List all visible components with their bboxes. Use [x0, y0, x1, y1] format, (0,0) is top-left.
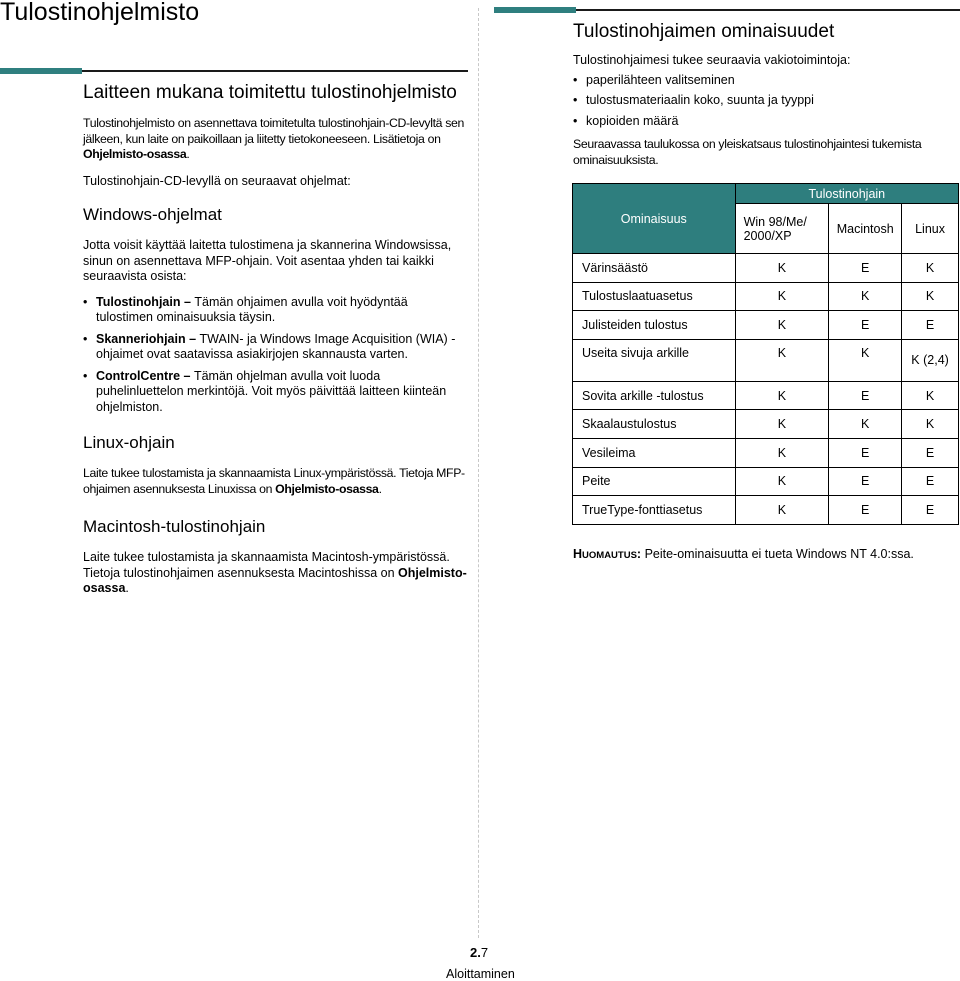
note-text: Peite-ominaisuutta ei tueta Windows NT 4.0:ssa. [641, 547, 914, 561]
column-divider [478, 8, 479, 938]
windows-heading: Windows-ohjelmat [83, 205, 222, 224]
table-row [573, 254, 959, 283]
page-number: 2.7 [470, 945, 489, 960]
linux-paragraph [83, 466, 468, 497]
feature-column-header: Ominaisuus [573, 184, 736, 254]
linux-cell: E [902, 438, 959, 467]
note [573, 547, 914, 561]
table-row [573, 339, 959, 381]
features-table [572, 183, 959, 525]
win-cell: K [735, 339, 829, 381]
list-item [573, 93, 960, 109]
win-cell: K [735, 282, 829, 311]
feature-cell: Useita sivuja arkille [573, 339, 736, 381]
linux-end: . [378, 481, 382, 496]
linux-cell: E [902, 496, 959, 525]
bullet-icon: • [573, 93, 578, 107]
bullet-term: ControlCentre – [96, 368, 194, 383]
table-row [573, 311, 959, 340]
win-cell: K [735, 467, 829, 496]
win-cell: K [735, 311, 829, 340]
driver-column-header: Tulostinohjain [735, 184, 958, 204]
intro-paragraph [83, 116, 468, 163]
mac-cell: K [829, 339, 902, 381]
right-section-tab [494, 7, 576, 13]
win-cell: K [735, 438, 829, 467]
macintosh-heading: Macintosh-tulostinohjain [83, 517, 266, 536]
column-header-windows: Win 98/Me/ 2000/XP [735, 204, 829, 254]
right-column [573, 20, 960, 168]
software-section-link[interactable]: Ohjelmisto-osassa [275, 481, 379, 496]
mac-cell: K [829, 410, 902, 439]
linux-heading: Linux-ohjain [83, 433, 175, 452]
software-section-link[interactable]: Ohjelmisto-osassa [83, 147, 187, 161]
linux-cell: K [902, 381, 959, 410]
mac-cell: K [829, 282, 902, 311]
mac-cell: E [829, 311, 902, 340]
bullet-icon: • [83, 368, 88, 383]
feature-cell: Sovita arkille -tulostus [573, 381, 736, 410]
bullet-icon: • [83, 331, 88, 346]
note-label: HUOMAUTUS: [573, 547, 642, 561]
win-cell: K [735, 496, 829, 525]
bullet-text: paperilähteen valitseminen [586, 72, 735, 87]
mac-cell: E [829, 438, 902, 467]
win-cell: K [735, 410, 829, 439]
left-section-tab [0, 68, 82, 74]
windows-paragraph: Jotta voisit käyttää laitetta tulostimena ja skannerina Windowsissa, sinun on asennettava MFP-ohjain. Voit asentaa yhden tai kaikki seuraavista osista: [83, 238, 452, 283]
linux-cell: E [902, 467, 959, 496]
linux-cell: E [902, 311, 959, 340]
feature-cell: Julisteiden tulostus [573, 311, 736, 340]
intro-text: Tulostinohjelmisto on asennettava toimitetulta tulostinohjain-CD-levyltä sen jälkeen, kun laite on paikoillaan ja liitetty tietokoneeseen. Lisätietoja on [83, 116, 464, 146]
macintosh-paragraph [83, 550, 468, 597]
feature-cell: Peite [573, 467, 736, 496]
mac-cell: E [829, 467, 902, 496]
linux-cell: K [902, 282, 959, 311]
bullet-icon: • [573, 72, 578, 87]
bullet-term: Skanneriohjain – [96, 331, 200, 346]
mac-cell: E [829, 254, 902, 283]
bullet-text: Tämän ohjelman avulla voit luoda puhelinluettelon merkintöjä. Voit myös päivittää laitteen kiinteän ohjelmiston. [96, 368, 447, 414]
table-intro: Seuraavassa taulukossa on yleiskatsaus tulostinohjaintesi tukemista ominaisuuksista. [573, 137, 922, 167]
cd-contents-text: Tulostinohjain-CD-levyllä on seuraavat ohjelmat: [83, 173, 351, 188]
feature-cell: Vesileima [573, 438, 736, 467]
table-row [573, 282, 959, 311]
list-item [83, 295, 468, 326]
feature-cell: Värinsäästö [573, 254, 736, 283]
linux-cell: K [902, 410, 959, 439]
column-header-macintosh: Macintosh [829, 204, 902, 254]
list-item [573, 73, 960, 89]
table-row [573, 438, 959, 467]
bullet-term: Tulostinohjain – [96, 294, 195, 309]
intro-end: . [186, 147, 190, 161]
win-cell: K [735, 254, 829, 283]
mac-end: . [125, 581, 129, 595]
page-title: Tulostinohjelmisto [0, 0, 200, 26]
mac-cell: E [829, 381, 902, 410]
list-item [83, 332, 468, 363]
column-header-linux: Linux [902, 204, 959, 254]
left-column [83, 82, 468, 597]
driver-intro: Tulostinohjaimesi tukee seuraavia vakiotoimintoja: [573, 53, 851, 67]
footer-label: Aloittaminen [446, 967, 515, 981]
mac-cell: E [829, 496, 902, 525]
software-section-link[interactable]: Ohjelmisto-osassa [83, 565, 467, 595]
bullet-icon: • [83, 294, 88, 309]
linux-cell: K [902, 254, 959, 283]
table-row [573, 410, 959, 439]
bullet-text: kopioiden määrä [586, 113, 679, 128]
win-cell: K [735, 381, 829, 410]
table-row [573, 381, 959, 410]
linux-cell: K (2,4) [902, 339, 959, 381]
feature-cell: Tulostuslaatuasetus [573, 282, 736, 311]
driver-features-heading: Tulostinohjaimen ominaisuudet [573, 21, 835, 42]
table-row [573, 467, 959, 496]
list-item [83, 369, 468, 416]
list-item [573, 114, 960, 130]
feature-cell: Skaalaustulostus [573, 410, 736, 439]
section-heading-bundled-software: Laitteen mukana toimitettu tulostinohjelmisto [83, 82, 457, 103]
bullet-text: Tämän ohjaimen avulla voit hyödyntää tulostimen ominaisuuksia täysin. [96, 294, 408, 324]
feature-cell: TrueType-fonttiasetus [573, 496, 736, 525]
mac-text: Laite tukee tulostamista ja skannaamista Macintosh-ympäristössä. Tietoja tulostinohjaimen asennuksesta Macintoshissa on [83, 550, 450, 580]
bullet-text: tulostusmateriaalin koko, suunta ja tyyppi [586, 93, 814, 107]
bullet-icon: • [573, 113, 578, 128]
linux-text: Laite tukee tulostamista ja skannaamista Linux-ympäristössä. Tietoja MFP-ohjaimen asennuksesta Linuxissa on [83, 466, 465, 496]
bullet-text: TWAIN- ja Windows Image Acquisition (WIA) -ohjaimet ovat saatavissa asiakirjojen skannausta varten. [96, 331, 456, 361]
table-row [573, 496, 959, 525]
